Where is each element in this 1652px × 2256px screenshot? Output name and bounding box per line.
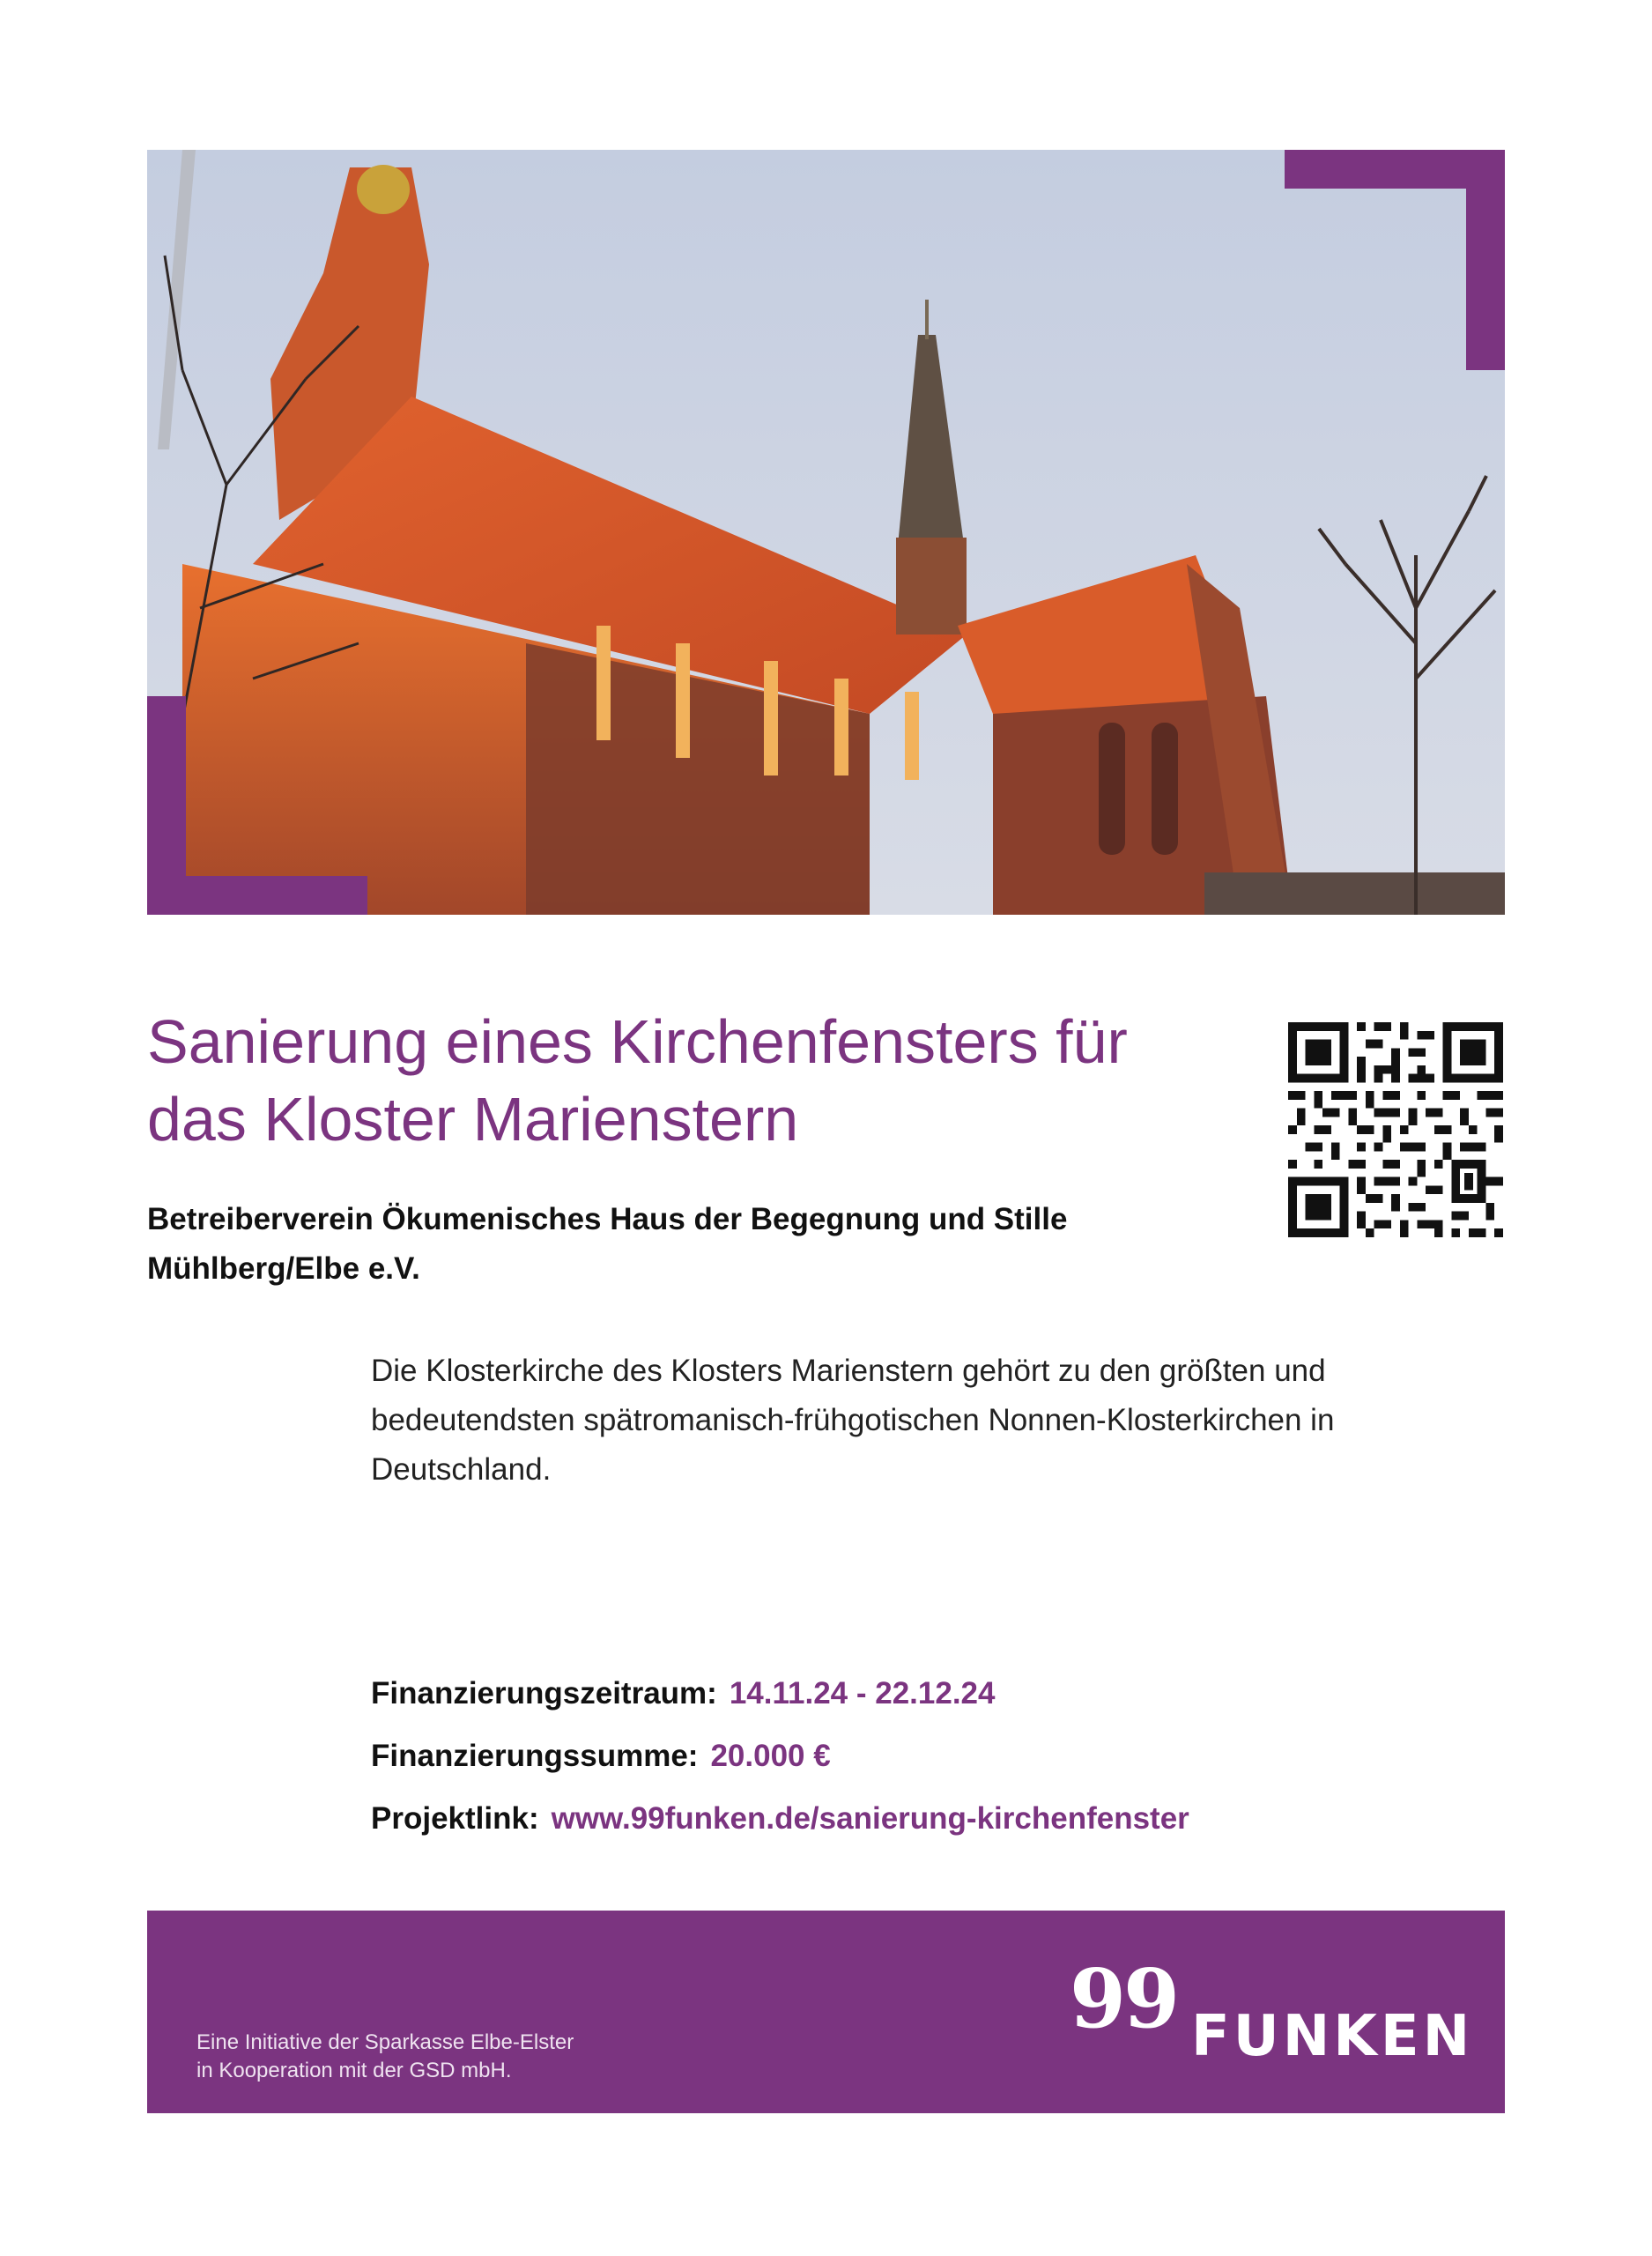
corner-bracket-top-right-vertical — [1466, 150, 1505, 370]
fact-project-link — [371, 1787, 1499, 1850]
organization-line-2: Mühlberg/Elbe e.V. — [147, 1251, 420, 1286]
organization-line-1: Betreiberverein Ökumenisches Haus der Begegnung und Stille — [147, 1202, 1068, 1236]
footer-banner — [147, 1911, 1505, 2113]
description-line-2: bedeutendsten spätromanisch-frühgotischen Nonnen-Klosterkirchen in — [371, 1403, 1335, 1437]
99funken-logo — [1070, 1951, 1475, 2069]
fact-value: 20.000 € — [710, 1739, 831, 1773]
church-photo-icon — [147, 150, 1505, 915]
initiative-note-line-1: Eine Initiative der Sparkasse Elbe-Elster — [196, 2030, 574, 2054]
project-description — [371, 1347, 1481, 1495]
logo-word: FUNKEN — [1191, 2004, 1474, 2069]
fact-label: Finanzierungszeitraum: — [371, 1676, 717, 1711]
initiative-note — [196, 2029, 574, 2085]
organization-name — [147, 1195, 1257, 1294]
fact-funding-amount — [371, 1725, 1499, 1787]
funding-facts — [371, 1662, 1499, 1850]
church-photo — [147, 150, 1505, 915]
logo-number: 99 — [1070, 1951, 1178, 2046]
fact-label: Finanzierungssumme: — [371, 1739, 699, 1773]
corner-bracket-bottom-left-horizontal — [147, 876, 367, 915]
fact-funding-period — [371, 1662, 1499, 1725]
description-line-3: Deutschland. — [371, 1452, 552, 1487]
fact-label: Projektlink: — [371, 1801, 539, 1836]
project-title — [147, 1003, 1275, 1158]
description-line-1: Die Klosterkirche des Klosters Marienstern gehört zu den größten und — [371, 1354, 1326, 1388]
qr-code-icon[interactable] — [1288, 1022, 1503, 1237]
title-line-1: Sanierung eines Kirchenfensters für — [147, 1007, 1128, 1076]
fact-value: 14.11.24 - 22.12.24 — [729, 1676, 996, 1711]
project-link[interactable]: www.99funken.de/sanierung-kirchenfenster — [551, 1801, 1189, 1836]
title-line-2: das Kloster Marienstern — [147, 1085, 799, 1154]
initiative-note-line-2: in Kooperation mit der GSD mbH. — [196, 2059, 512, 2082]
